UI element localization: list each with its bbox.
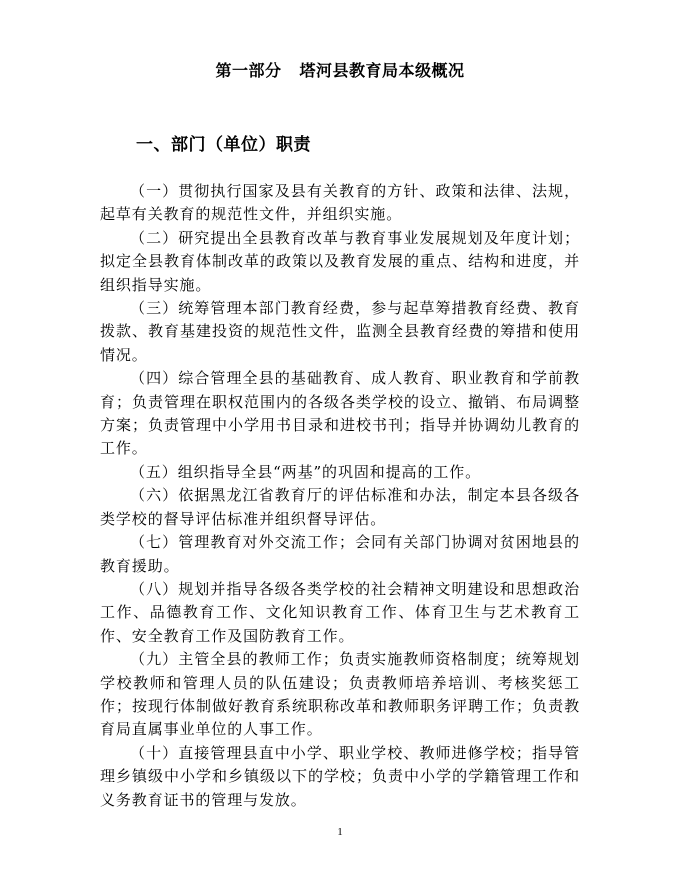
duties-list [100,180,580,812]
page-title [0,58,680,81]
duty-paragraph-5: （五）组织指导全县“两基”的巩固和提高的工作。 [130,462,482,481]
duty-paragraph-4: （四）综合管理全县的基础教育、成人教育、职业教育和学前教育；负责管理在职权范围内的各级各类学校的设立、撤销、布局调整方案；负责管理中小学用书目录和进校书刊；指导并协调幼儿教育的工作。 [100,369,580,458]
section-heading: 一、部门（单位）职责 [136,135,311,155]
duty-paragraph-2: （二）研究提出全县教育改革与教育事业发展规划及年度计划；拟定全县教育体制改革的政策以及教育发展的重点、结构和进度，并组织指导实施。 [100,228,580,294]
duty-paragraph-9: （九）主管全县的教师工作；负责实施教师资格制度；统筹规划学校教师和管理人员的队伍建设；负责教师培养培训、考核奖惩工作；按现行体制做好教育系统职称改革和教师职务评聘工作；负责教育局直属事业单位的人事工作。 [100,650,580,739]
duty-paragraph-10: （十）直接管理县直中小学、职业学校、教师进修学校；指导管理乡镇级中小学和乡镇级以下的学校；负责中小学的学籍管理工作和义务教育证书的管理与发放。 [100,743,580,809]
title-name: 塔河县教育局本级概况 [299,61,465,80]
duty-paragraph-8: （八）规划并指导各级各类学校的社会精神文明建设和思想政治工作、品德教育工作、文化知识教育工作、体育卫生与艺术教育工作、安全教育工作及国防教育工作。 [100,579,580,645]
duty-paragraph-3: （三）统筹管理本部门教育经费，参与起草筹措教育经费、教育拨款、教育基建投资的规范性文件，监测全县教育经费的筹措和使用情况。 [100,299,580,364]
duty-paragraph-7: （七）管理教育对外交流工作；会同有关部门协调对贫困地县的教育援助。 [100,533,580,575]
title-part: 第一部分 [215,61,282,80]
duty-paragraph-1: （一）贯彻执行国家及县有关教育的方针、政策和法律、法规，起草有关教育的规范性文件，并组织实施。 [100,182,580,224]
duty-paragraph-6: （六）依据黑龙江省教育厅的评估标准和办法，制定本县各级各类学校的督导评估标准并组织督导评估。 [100,486,580,528]
page-number: 1 [337,826,343,838]
